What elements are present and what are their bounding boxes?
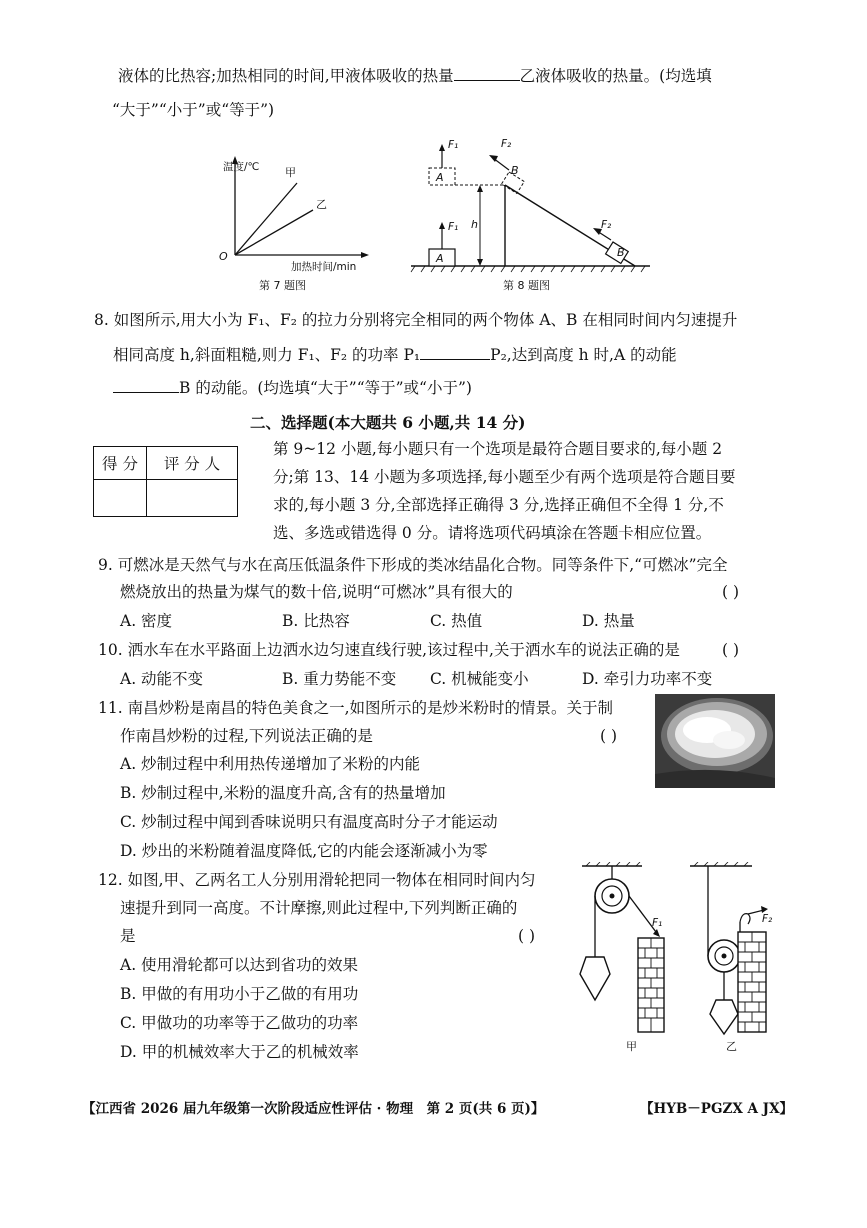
q12-option-a[interactable]: A. 使用滑轮都可以达到省功的效果 [120, 956, 359, 974]
fig7-origin: O [219, 250, 228, 263]
fig8-f2-raised-label: F₂ [501, 138, 512, 150]
grader-label: 评 分 人 [147, 447, 238, 480]
q8-text-b: P₂,达到高度 h 时,A 的动能 [490, 346, 677, 364]
fig12-label-yi: 乙 [726, 1040, 737, 1053]
fig7-line-yi [235, 210, 313, 255]
fig8-f2-label: F₂ [601, 219, 612, 231]
q8-text-a: 相同高度 h,斜面粗糙,则力 F₁、F₂ 的功率 P₁ [113, 346, 421, 364]
fig7-line-jia [235, 183, 297, 255]
fig7-label-yi: 乙 [316, 198, 327, 211]
q7-text-a: 液体的比热容;加热相同的时间,甲液体吸收的热量 [118, 67, 454, 85]
q12-line3: 是 [120, 927, 136, 945]
q8-line1: 8. 如图所示,用大小为 F₁、F₂ 的拉力分别将完全相同的两个物体 A、B 在相同时间内匀速提升 [94, 311, 738, 329]
q12-answer-paren[interactable]: ( ) [518, 927, 536, 945]
fig8-label-a-raised: A [436, 171, 444, 184]
q10-option-b[interactable]: B. 重力势能不变 [282, 670, 397, 688]
q10-line1: 10. 洒水车在水平路面上边洒水边匀速直线行驶,该过程中,关于洒水车的说法正确的是 [98, 641, 680, 659]
fig8-ground-hatch [411, 266, 645, 272]
fig8-label-a: A [436, 252, 444, 265]
fig8-f1-raised-arrowhead [439, 144, 445, 151]
q11-option-c[interactable]: C. 炒制过程中闻到香味说明只有温度高时分子才能运动 [120, 813, 498, 831]
figure-8 [405, 132, 655, 295]
fig8-label-b: B [617, 246, 625, 259]
footer-exam-info: 【江西省 2026 届九年级第一次阶段适应性评估 · 物理 第 2 页(共 6 页)】 [82, 1101, 545, 1117]
fig8-f1-label: F₁ [448, 221, 459, 233]
q8-text-c: B 的动能。(均选填“大于”“等于”或“小于”) [179, 379, 472, 397]
q9-line2: 燃烧放出的热量为煤气的数十倍,说明“可燃冰”具有很大的 [120, 583, 513, 601]
q7-text-b: 乙液体吸收的热量。(均选填 [519, 67, 712, 85]
fig8-caption: 第 8 题图 [503, 279, 550, 292]
q12-line1: 12. 如图,甲、乙两名工人分别用滑轮把同一物体在相同时间内匀 [98, 871, 536, 889]
fig8-f1-raised-label: F₁ [448, 139, 459, 151]
q10-option-d[interactable]: D. 牵引力功率不变 [582, 670, 713, 688]
q7-blank[interactable] [454, 66, 520, 81]
q8-blank-2[interactable] [113, 378, 179, 393]
fig7-label-jia: 甲 [285, 166, 296, 179]
q9-option-d[interactable]: D. 热量 [582, 612, 635, 630]
q11-answer-paren[interactable]: ( ) [600, 727, 618, 745]
q9-option-c[interactable]: C. 热值 [430, 612, 483, 630]
score-label: 得 分 [94, 447, 147, 480]
q12-option-c[interactable]: C. 甲做功的功率等于乙做功的功率 [120, 1014, 359, 1032]
q11-option-a[interactable]: A. 炒制过程中利用热传递增加了米粉的内能 [120, 755, 421, 773]
fig7-ylabel: 温度/℃ [223, 161, 260, 173]
section2-instr-1: 第 9~12 小题,每小题只有一个选项是最符合题目要求的,每小题 2 [273, 440, 723, 458]
yi-brick-wall [738, 932, 766, 1032]
q11-line1: 11. 南昌炒粉是南昌的特色美食之一,如图所示的是炒米粉时的情景。关于制 [98, 699, 614, 717]
q9-option-a[interactable]: A. 密度 [120, 612, 173, 630]
q11-option-b[interactable]: B. 炒制过程中,米粉的温度升高,含有的热量增加 [120, 784, 446, 802]
fig8-h-label: h [471, 218, 478, 231]
section2-title: 二、选择题(本大题共 6 小题,共 14 分) [250, 413, 526, 432]
q11-option-d[interactable]: D. 炒出的米粉随着温度降低,它的内能会逐渐减小为零 [120, 842, 488, 860]
jia-brick-wall [638, 938, 664, 1032]
fig8-h-up [477, 185, 483, 192]
pulley-system-jia [580, 862, 664, 1053]
section2-instr-4: 选、多选或错选得 0 分。请将选项代码填涂在答题卡相应位置。 [273, 524, 712, 542]
fig8-h-down [477, 259, 483, 266]
q12-line2: 速提升到同一高度。不计摩擦,则此过程中,下列判断正确的 [120, 899, 518, 917]
q10-answer-paren[interactable]: ( ) [722, 641, 740, 659]
fig7-caption: 第 7 题图 [259, 279, 306, 292]
q10-option-a[interactable]: A. 动能不变 [120, 670, 204, 688]
fried-rice-noodle-photo [655, 694, 775, 788]
q8-line3 [113, 378, 472, 398]
q7-line2: “大于”“小于”或“等于”) [112, 101, 275, 119]
jia-load [580, 957, 610, 1000]
q7-line1 [118, 66, 712, 86]
q9-line1: 9. 可燃冰是天然气与水在高压低温条件下形成的类冰结晶化合物。同等条件下,“可燃冰”完全 [98, 556, 728, 574]
fig8-label-b-raised: B [511, 164, 519, 177]
score-cell[interactable] [94, 480, 147, 517]
footer-code: 【HYB－PGZX A JX】 [640, 1101, 794, 1117]
q12-option-b[interactable]: B. 甲做的有用功小于乙做的有用功 [120, 985, 359, 1003]
q10-option-c[interactable]: C. 机械能变小 [430, 670, 529, 688]
yi-load [710, 1000, 738, 1034]
yi-f2-label: F₂ [762, 913, 773, 925]
figure-12-pulleys [572, 862, 787, 1067]
jia-f1-label: F₁ [652, 917, 663, 929]
score-table [93, 446, 238, 517]
q9-answer-paren[interactable]: ( ) [722, 583, 740, 601]
fig7-xlabel: 加热时间/min [291, 261, 357, 273]
pulley-system-yi [690, 862, 773, 1053]
wok-illustration [655, 694, 775, 788]
fig7-x-arrow [361, 252, 369, 258]
q8-line2 [113, 345, 677, 365]
fig12-label-jia: 甲 [626, 1040, 637, 1053]
figure-7 [215, 150, 375, 295]
section2-instr-2: 分;第 13、14 小题为多项选择,每小题至少有两个选项是符合题目要 [273, 468, 736, 486]
grader-cell[interactable] [147, 480, 238, 517]
q12-option-d[interactable]: D. 甲的机械效率大于乙的机械效率 [120, 1043, 359, 1061]
section2-instr-3: 求的,每小题 3 分,全部选择正确得 3 分,选择正确但不全得 1 分,不 [273, 496, 724, 514]
fig8-f1-arrowhead [439, 222, 445, 229]
q11-line2: 作南昌炒粉的过程,下列说法正确的是 [120, 727, 373, 745]
q8-blank-1[interactable] [420, 345, 490, 360]
q9-option-b[interactable]: B. 比热容 [282, 612, 350, 630]
